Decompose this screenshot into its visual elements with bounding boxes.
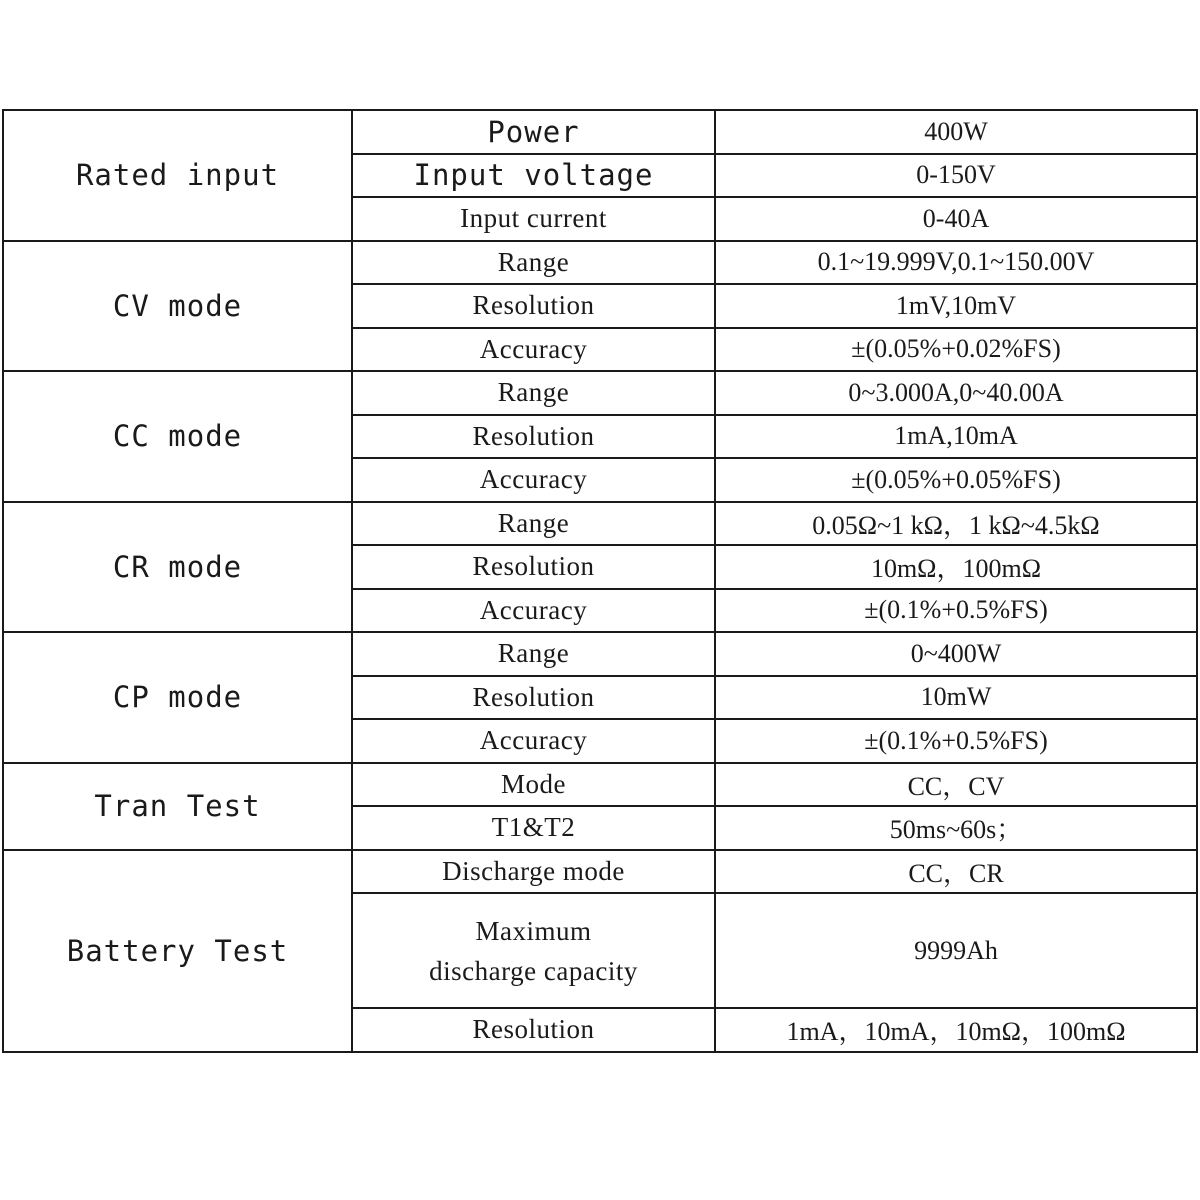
param-cv-range: Range — [352, 241, 715, 285]
group-label-cr-mode: CR mode — [3, 502, 352, 633]
group-label-cp-mode: CP mode — [3, 632, 352, 763]
param-max-discharge-capacity — [352, 893, 715, 1008]
table-row — [3, 850, 1197, 894]
table-row — [3, 502, 1197, 546]
param-line: Maximum — [475, 915, 592, 946]
value-cr-accuracy: ±(0.1%+0.5%FS) — [715, 589, 1197, 633]
group-label-cc-mode: CC mode — [3, 371, 352, 502]
value-max-discharge-capacity: 9999Ah — [715, 893, 1197, 1008]
value-cc-accuracy: ±(0.05%+0.05%FS) — [715, 458, 1197, 502]
group-label-battery-test: Battery Test — [3, 850, 352, 1052]
value-cp-resolution: 10mW — [715, 676, 1197, 720]
group-label-rated-input: Rated input — [3, 110, 352, 241]
param-cp-range: Range — [352, 632, 715, 676]
param-cp-resolution: Resolution — [352, 676, 715, 720]
param-discharge-mode: Discharge mode — [352, 850, 715, 894]
value-battery-resolution: 1mA，10mA，10mΩ，100mΩ — [715, 1008, 1197, 1052]
param-cc-range: Range — [352, 371, 715, 415]
value-tran-t1t2: 50ms~60s； — [715, 806, 1197, 850]
value-cr-range: 0.05Ω~1 kΩ，1 kΩ~4.5kΩ — [715, 502, 1197, 546]
table-row — [3, 763, 1197, 807]
param-cv-resolution: Resolution — [352, 284, 715, 328]
param-tran-mode: Mode — [352, 763, 715, 807]
value-input-current: 0-40A — [715, 197, 1197, 241]
value-cp-accuracy: ±(0.1%+0.5%FS) — [715, 719, 1197, 763]
param-input-voltage: Input voltage — [352, 154, 715, 198]
group-label-tran-test: Tran Test — [3, 763, 352, 850]
param-cr-accuracy: Accuracy — [352, 589, 715, 633]
value-tran-mode: CC，CV — [715, 763, 1197, 807]
table-row — [3, 110, 1197, 154]
value-cv-resolution: 1mV,10mV — [715, 284, 1197, 328]
param-power: Power — [352, 110, 715, 154]
param-cc-resolution: Resolution — [352, 415, 715, 459]
table-row — [3, 371, 1197, 415]
param-cr-resolution: Resolution — [352, 545, 715, 589]
param-cv-accuracy: Accuracy — [352, 328, 715, 372]
value-power: 400W — [715, 110, 1197, 154]
spec-table — [2, 109, 1198, 1053]
param-tran-t1t2: T1&T2 — [352, 806, 715, 850]
table-row — [3, 632, 1197, 676]
value-cv-range: 0.1~19.999V,0.1~150.00V — [715, 241, 1197, 285]
param-cc-accuracy: Accuracy — [352, 458, 715, 502]
value-cv-accuracy: ±(0.05%+0.02%FS) — [715, 328, 1197, 372]
param-battery-resolution: Resolution — [352, 1008, 715, 1052]
value-cc-resolution: 1mA,10mA — [715, 415, 1197, 459]
param-line: discharge capacity — [429, 955, 638, 986]
value-input-voltage: 0-150V — [715, 154, 1197, 198]
value-discharge-mode: CC，CR — [715, 850, 1197, 894]
value-cp-range: 0~400W — [715, 632, 1197, 676]
group-label-cv-mode: CV mode — [3, 241, 352, 372]
param-cr-range: Range — [352, 502, 715, 546]
table-row — [3, 241, 1197, 285]
value-cr-resolution: 10mΩ，100mΩ — [715, 545, 1197, 589]
value-cc-range: 0~3.000A,0~40.00A — [715, 371, 1197, 415]
param-input-current: Input current — [352, 197, 715, 241]
param-cp-accuracy: Accuracy — [352, 719, 715, 763]
